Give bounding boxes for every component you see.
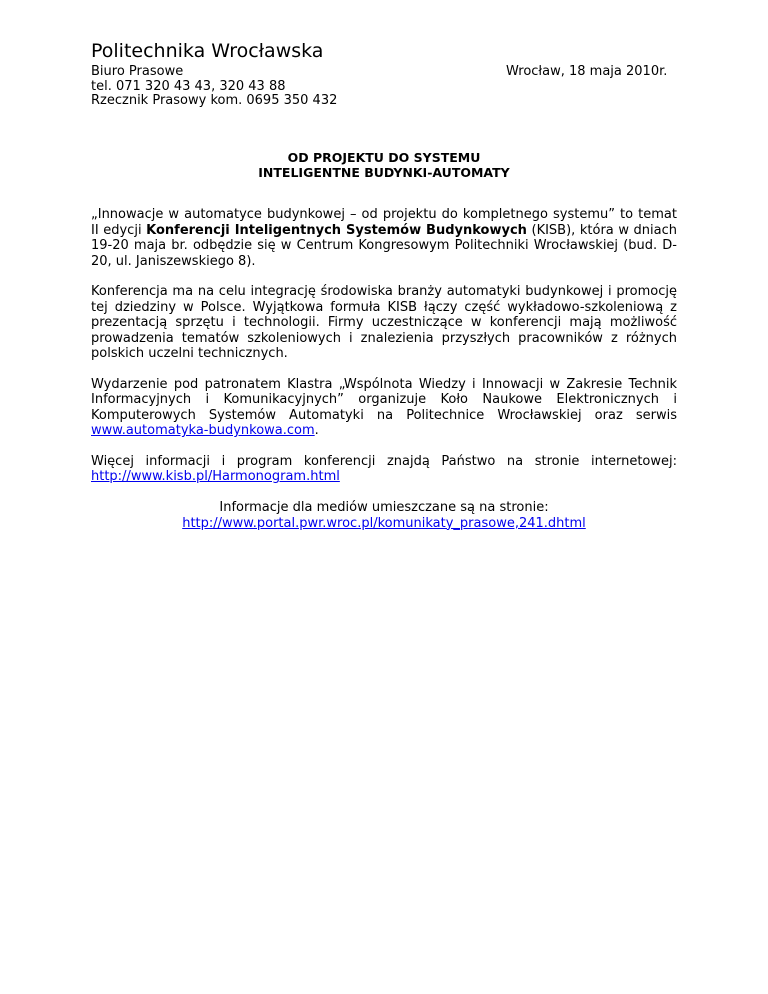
automatyka-budynkowa-link[interactable]: www.automatyka-budynkowa.com <box>91 423 315 438</box>
paragraph-organizers-text: Wydarzenie pod patronatem Klastra „Wspólnota Wiedzy i Innowacji w Zakresie Technik Informacyjnych i Komunikacyjnych” organizuje Koło Naukowe Elektronicznych i Komputerowych Systemów Automatyki na Politechnice Wrocławskiej oraz serwis <box>91 376 677 423</box>
press-office-label: Biuro Prasowe <box>91 64 184 79</box>
release-date: Wrocław, 18 maja 2010r. <box>506 64 668 79</box>
organization-name: Politechnika Wrocławska <box>91 40 324 62</box>
title-line-2: INTELIGENTNE BUDYNKI-AUTOMATY <box>258 165 510 180</box>
paragraph-intro <box>91 207 677 269</box>
release-body <box>91 207 677 500</box>
media-info <box>91 500 677 531</box>
release-title <box>91 150 677 180</box>
spokesperson-contact: Rzecznik Prasowy kom. 0695 350 432 <box>91 93 338 108</box>
conference-name: Konferencji Inteligentnych Systemów Budynkowych <box>146 222 527 238</box>
press-releases-link[interactable]: http://www.portal.pwr.wroc.pl/komunikaty_prasowe,241.dhtml <box>182 515 586 531</box>
paragraph-more-info <box>91 454 677 485</box>
contact-block <box>91 65 337 109</box>
paragraph-organizers-end: . <box>314 423 319 438</box>
paragraph-intro-end: (KISB), która w dniach 19-20 maja br. odbędzie się w Centrum Kongresowym Politechniki Wrocławskiej (bud. D-20, ul. Janiszewskiego 8). <box>91 222 677 269</box>
media-info-text: Informacje dla mediów umieszczane są na stronie: <box>219 500 549 515</box>
paragraph-intro-start: „Innowacje w automatyce budynkowej – od projektu do kompletnego systemu” to temat II edycji <box>91 207 677 238</box>
kisb-harmonogram-link[interactable]: http://www.kisb.pl/Harmonogram.html <box>91 469 340 484</box>
title-line-1: OD PROJEKTU DO SYSTEMU <box>287 150 481 165</box>
paragraph-organizers <box>91 377 677 439</box>
paragraph-more-info-text: Więcej informacji i program konferencji znajdą Państwo na stronie internetowej: <box>91 453 677 469</box>
phone-numbers: tel. 071 320 43 43, 320 43 88 <box>91 78 286 94</box>
paragraph-goals: Konferencja ma na celu integrację środowiska branży automatyki budynkowej i promocję tej dziedziny w Polsce. Wyjątkowa formuła KISB łączy część wykładowo-szkoleniową z prezentacją sprzętu i technologii. Firmy uczestniczące w konferencji mają możliwość prowadzenia tematów szkoleniowych i znalezienia przyszłych pracowników z różnych polskich uczelni technicznych. <box>91 284 677 361</box>
